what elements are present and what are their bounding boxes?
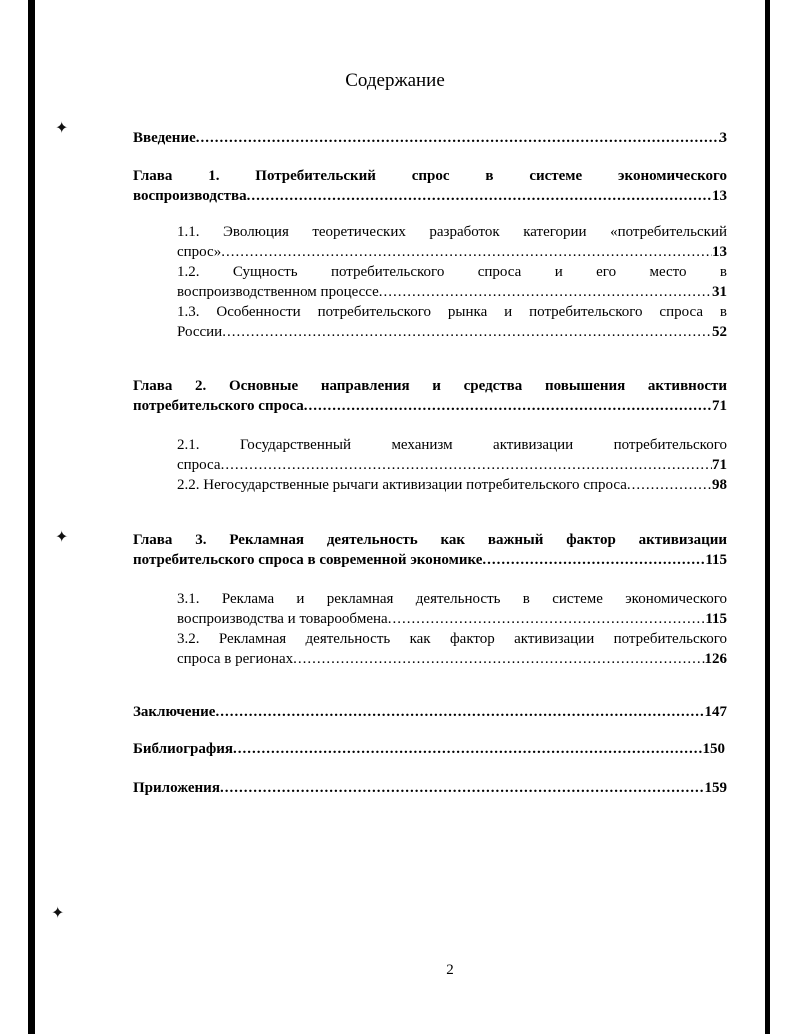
toc-page-number: 115 (705, 611, 727, 627)
toc-entry-label: Библиография (133, 741, 234, 757)
scan-border-left (28, 0, 35, 1034)
toc-section-2-1[interactable]: 2.1. Государственный механизм активизации потребительского (177, 437, 727, 453)
toc-section-1-2-line2[interactable] (177, 282, 727, 302)
margin-mark-icon: ✦ (55, 118, 69, 137)
toc-page-number: 150 (702, 741, 725, 757)
toc-entry-label: Приложения (133, 780, 220, 796)
leader-dots (220, 778, 705, 798)
toc-chapter-3-line2[interactable] (133, 550, 727, 570)
toc-entry-intro[interactable] (133, 128, 727, 148)
toc-entry-label: воспроизводственном процессе (177, 284, 379, 300)
toc-page-number: 13 (712, 188, 727, 204)
leader-dots (627, 475, 712, 495)
page-number: 2 (446, 962, 454, 978)
document-page (35, 0, 765, 1034)
leader-dots (379, 282, 712, 302)
toc-section-3-1[interactable]: 3.1. Реклама и рекламная деятельность в системе экономического (177, 591, 727, 607)
toc-entry-label: Введение (133, 130, 196, 146)
toc-entry-appendices[interactable] (133, 778, 727, 798)
toc-page-number: 52 (712, 324, 727, 340)
leader-dots (222, 322, 712, 342)
leader-dots (221, 455, 712, 475)
toc-entry-label: воспроизводства и товарообмена (177, 611, 388, 627)
toc-page-number: 98 (712, 477, 727, 493)
toc-entry-label: потребительского спроса (133, 398, 304, 414)
toc-page-number: 13 (712, 244, 727, 260)
toc-section-1-1[interactable]: 1.1. Эволюция теоретических разработок категории «потребительский (177, 224, 727, 240)
toc-section-2-2[interactable] (177, 475, 727, 495)
toc-entry-label: Заключение (133, 704, 216, 720)
leader-dots (221, 242, 712, 262)
toc-chapter-2-line2[interactable] (133, 396, 727, 416)
leader-dots (196, 128, 720, 148)
margin-mark-icon: ✦ (55, 527, 69, 546)
margin-mark-icon: ✦ (51, 903, 65, 922)
toc-section-1-3[interactable]: 1.3. Особенности потребительского рынка и потребительского спроса в (177, 304, 727, 320)
leader-dots (482, 550, 705, 570)
leader-dots (293, 649, 704, 669)
toc-section-1-1-line2[interactable] (177, 242, 727, 262)
toc-page-number: 71 (712, 457, 727, 473)
toc-page-number: 159 (704, 780, 727, 796)
leader-dots (304, 396, 712, 416)
toc-entry-label: спроса в регионах (177, 651, 294, 667)
toc-page-number: 115 (705, 552, 727, 568)
toc-page-number: 71 (712, 398, 727, 414)
toc-page-number: 147 (704, 704, 727, 720)
leader-dots (388, 609, 706, 629)
leader-dots (215, 702, 704, 722)
toc-chapter-1-heading[interactable]: Глава 1. Потребительский спрос в системе экономического (133, 168, 727, 184)
toc-chapter-3-heading[interactable]: Глава 3. Рекламная деятельность как важный фактор активизации (133, 532, 727, 548)
leader-dots (233, 739, 702, 759)
toc-section-3-2[interactable]: 3.2. Рекламная деятельность как фактор активизации потребительского (177, 631, 727, 647)
toc-section-2-1-line2[interactable] (177, 455, 727, 475)
toc-section-1-2[interactable]: 1.2. Сущность потребительского спроса и его место в (177, 264, 727, 280)
toc-section-3-1-line2[interactable] (177, 609, 727, 629)
toc-chapter-2-heading[interactable]: Глава 2. Основные направления и средства повышения активности (133, 378, 727, 394)
toc-page-number: 31 (712, 284, 727, 300)
scan-border-right (765, 0, 770, 1034)
toc-entry-label: воспроизводства (133, 188, 247, 204)
toc-page-number: 3 (719, 130, 727, 146)
toc-entry-label: России (177, 324, 223, 340)
leader-dots (247, 186, 712, 206)
toc-entry-label: спрос» (177, 244, 222, 260)
toc-entry-bibliography[interactable] (133, 739, 725, 759)
toc-chapter-1-line2[interactable] (133, 186, 727, 206)
toc-entry-label: потребительского спроса в современной экономике (133, 552, 483, 568)
toc-page-number: 126 (704, 651, 727, 667)
toc-section-3-2-line2[interactable] (177, 649, 727, 669)
page-title: Содержание (345, 70, 445, 91)
toc-entry-conclusion[interactable] (133, 702, 727, 722)
toc-section-1-3-line2[interactable] (177, 322, 727, 342)
toc-entry-label: спроса (177, 457, 221, 473)
toc-entry-label: 2.2. Негосударственные рычаги активизации потребительского спроса (177, 477, 627, 493)
